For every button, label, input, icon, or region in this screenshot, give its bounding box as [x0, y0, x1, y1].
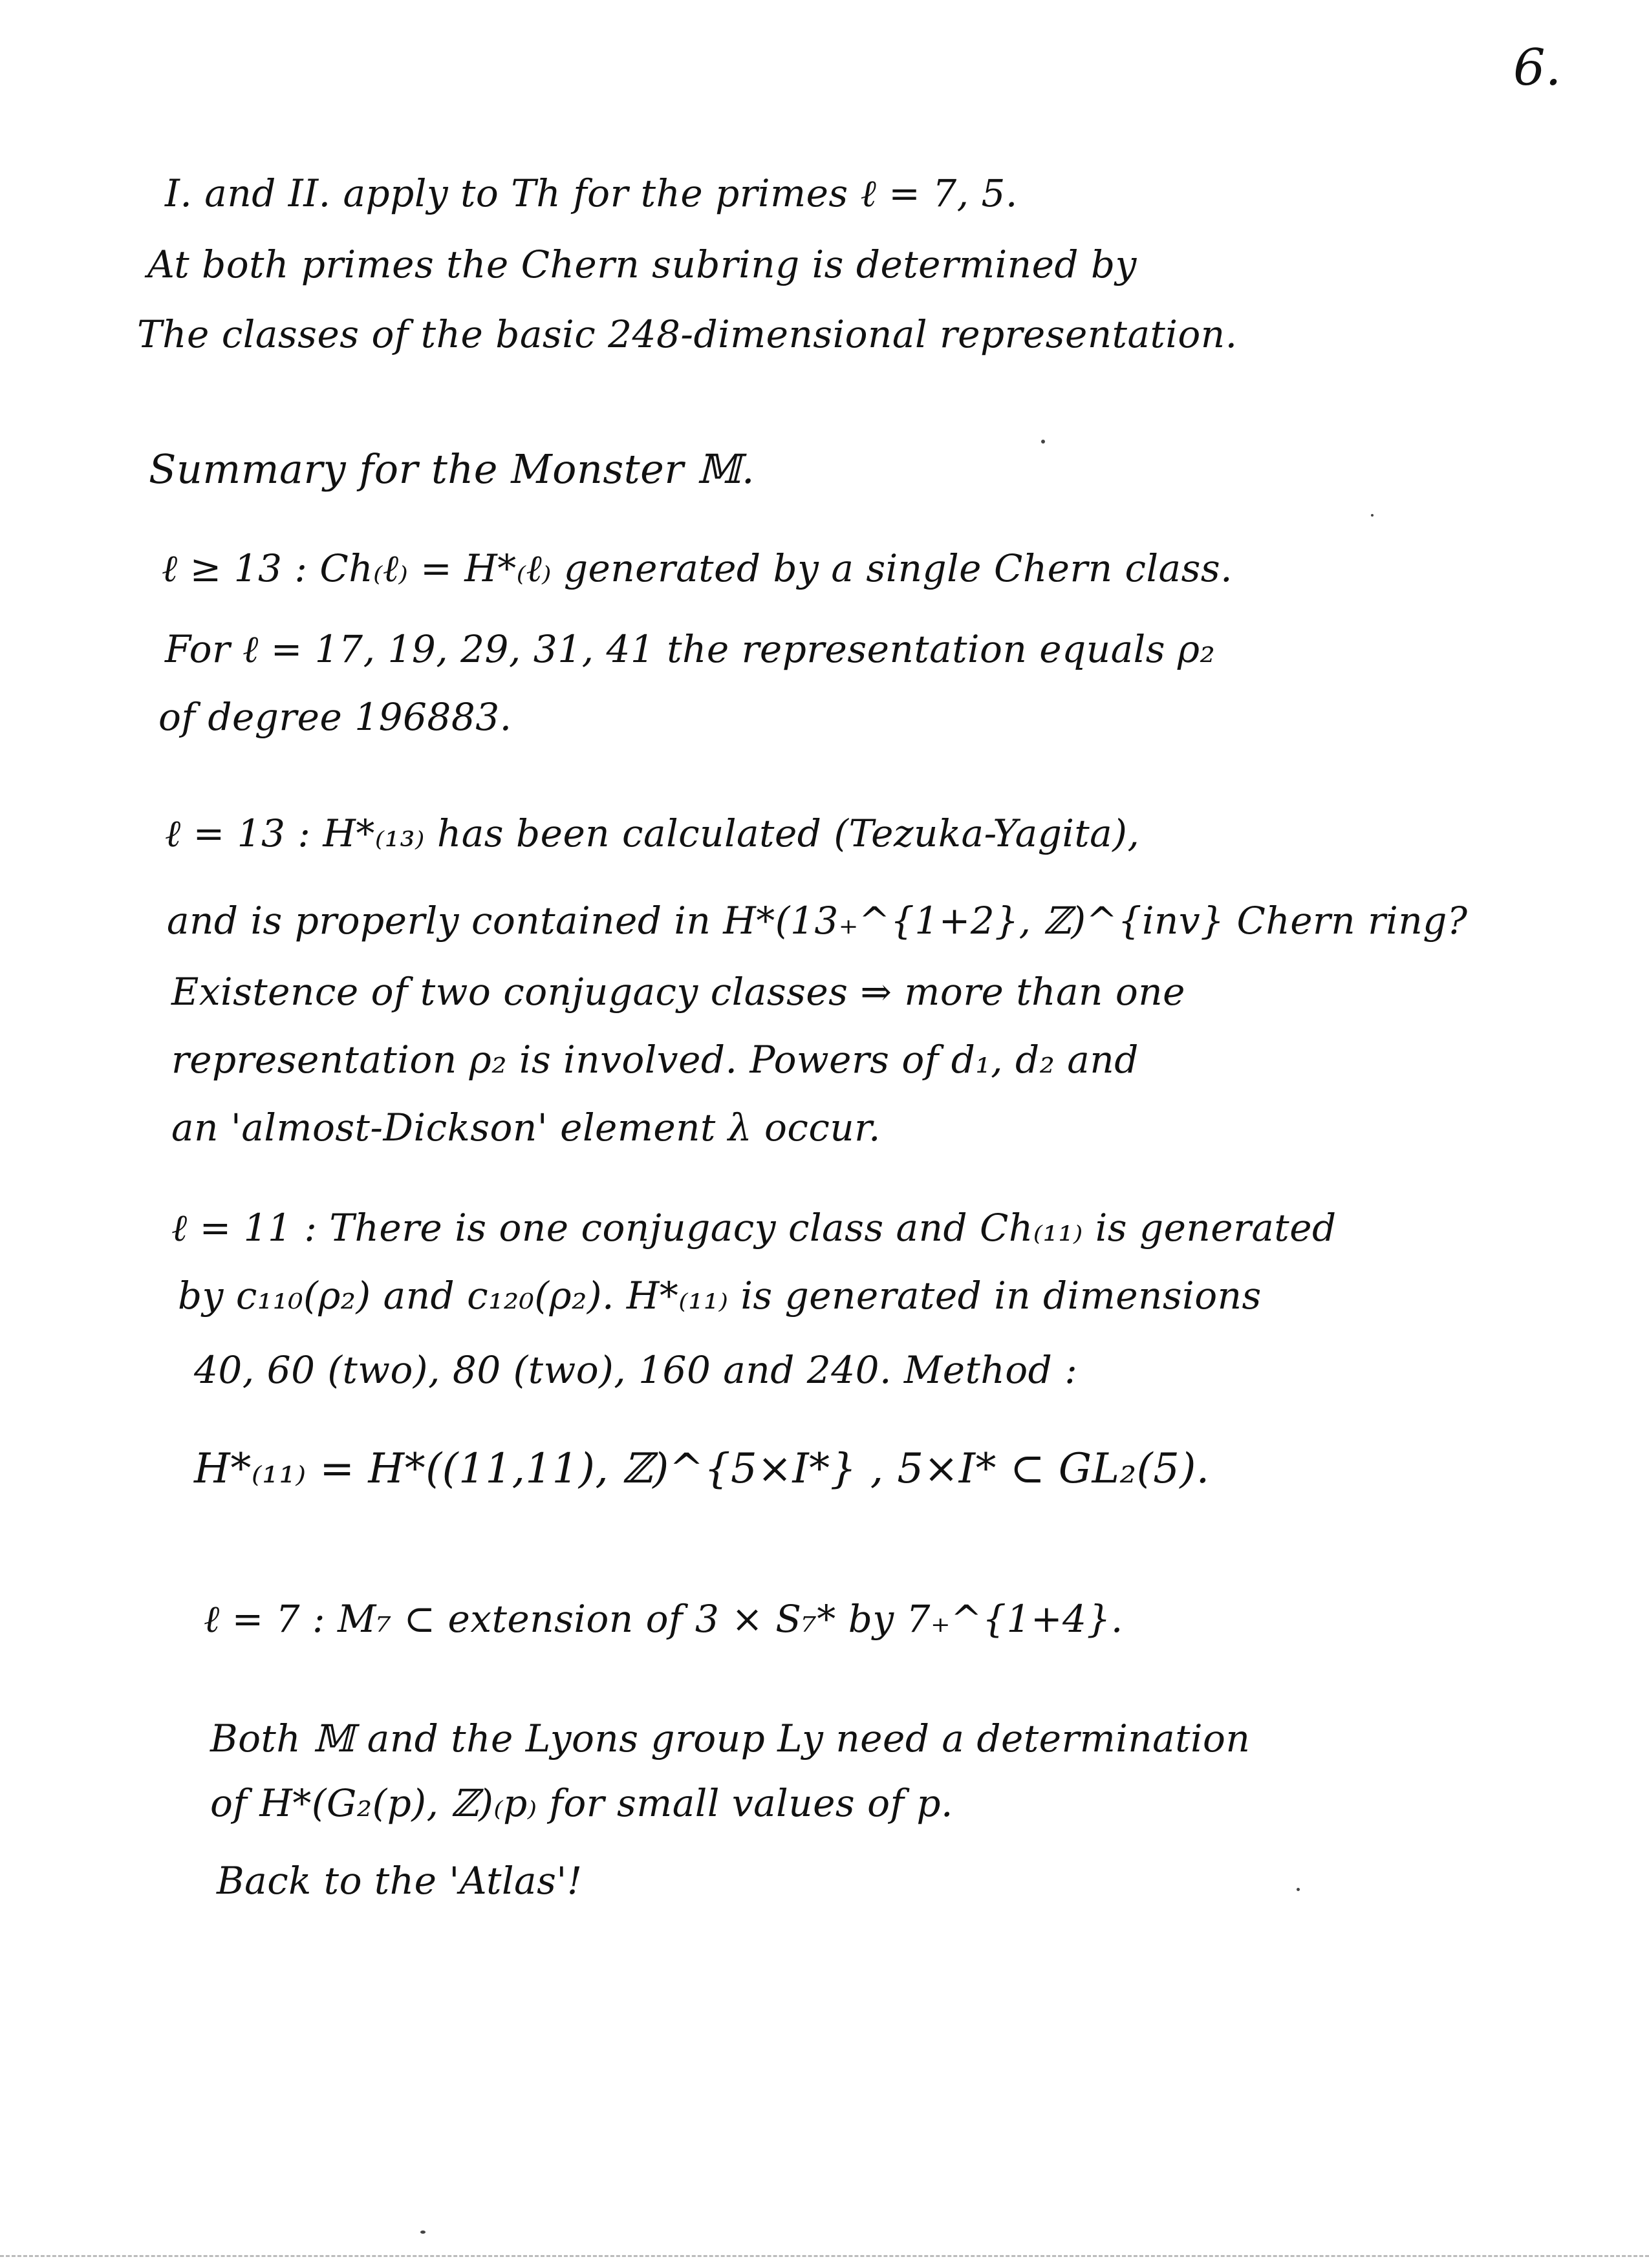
scan-speck — [420, 2231, 426, 2234]
scan-speck — [1297, 1888, 1300, 1891]
page-number: 6. — [1513, 39, 1562, 97]
closing-line-3: Back to the 'Atlas'! — [217, 1859, 583, 1903]
l-eq-7-line-1: ℓ = 7 : M₇ ⊂ extension of 3 × S₇* by 7₊^{1+4}. — [204, 1597, 1123, 1641]
l-ge-13-line-1: ℓ ≥ 13 : Ch₍ℓ₎ = H*₍ℓ₎ generated by a single Chern class. — [162, 546, 1233, 590]
l-eq-13-line-3: Existence of two conjugacy classes ⇒ more than one — [171, 970, 1185, 1014]
l-eq-11-line-2: by c₁₁₀(ρ₂) and c₁₂₀(ρ₂). H*₍₁₁₎ is generated in dimensions — [178, 1274, 1262, 1318]
l-eq-13-line-5: an 'almost-Dickson' element λ occur. — [171, 1106, 881, 1150]
intro-line-1: I. and II. apply to Th for the primes ℓ = 7, 5. — [165, 171, 1018, 215]
l-ge-13-line-3: of degree 196883. — [158, 695, 512, 739]
l-eq-13-line-1: ℓ = 13 : H*₍₁₃₎ has been calculated (Tezuka-Yagita), — [165, 811, 1140, 855]
scan-edge-line — [0, 2255, 1649, 2257]
closing-line-1: Both 𝕄 and the Lyons group Ly need a determination — [210, 1717, 1251, 1760]
intro-line-3: The classes of the basic 248-dimensional representation. — [137, 312, 1238, 356]
l-eq-11-line-1: ℓ = 11 : There is one conjugacy class and Ch₍₁₁₎ is generated — [171, 1206, 1337, 1250]
intro-line-2: At both primes the Chern subring is determined by — [147, 242, 1137, 286]
l-ge-13-line-2: For ℓ = 17, 19, 29, 31, 41 the representation equals ρ₂ — [165, 627, 1216, 671]
l-eq-11-line-3: 40, 60 (two), 80 (two), 160 and 240. Method : — [194, 1348, 1078, 1392]
summary-heading: Summary for the Monster 𝕄. — [149, 445, 755, 493]
scan-speck — [1371, 514, 1374, 517]
closing-line-2: of H*(G₂(p), ℤ)₍p₎ for small values of p. — [210, 1781, 953, 1825]
l-eq-11-method-formula: H*₍₁₁₎ = H*((11,11), ℤ)^{5×I*} , 5×I* ⊂ GL₂(5). — [194, 1445, 1210, 1493]
l-eq-13-line-4: representation ρ₂ is involved. Powers of d₁, d₂ and — [171, 1038, 1139, 1082]
scan-speck — [1041, 440, 1045, 444]
l-eq-13-line-2: and is properly contained in H*(13₊^{1+2}, ℤ)^{inv} Chern ring? — [167, 899, 1468, 943]
